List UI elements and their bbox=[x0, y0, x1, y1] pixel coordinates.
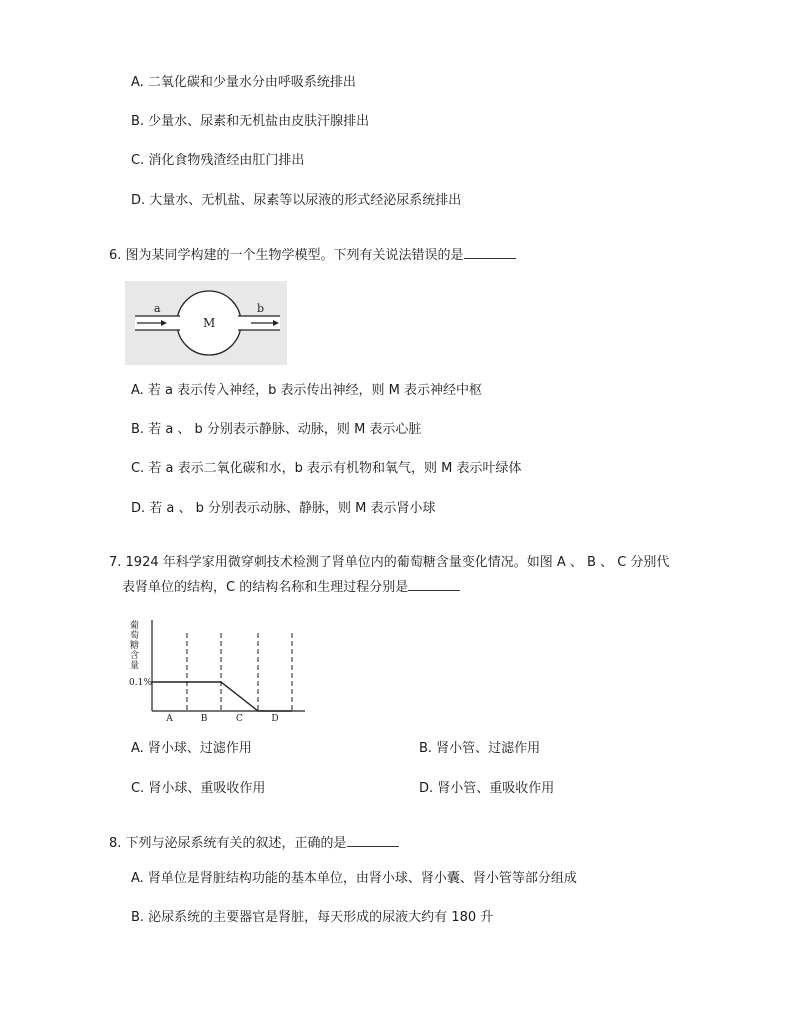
x-tick-c: C bbox=[236, 714, 243, 724]
answer-blank bbox=[347, 834, 399, 847]
q6-option-a: A. 若 a 表示传入神经，b 表示传出神经，则 M 表示神经中枢 bbox=[131, 383, 483, 398]
q6-option-b: B. 若 a 、 b 分别表示静脉、动脉，则 M 表示心脏 bbox=[131, 422, 422, 437]
glucose-series-line bbox=[152, 682, 292, 711]
q6-stem-text: 6. 图为某同学构建的一个生物学模型。下列有关说法错误的是 bbox=[109, 248, 464, 263]
q5-option-b: B. 少量水、尿素和无机盐由皮肤汗腺排出 bbox=[131, 114, 370, 129]
ylabel-char-2: 糖 bbox=[130, 641, 140, 651]
label-m: M bbox=[203, 316, 216, 330]
answer-blank bbox=[408, 578, 460, 591]
x-tick-a: A bbox=[166, 714, 173, 724]
q7-option-d: D. 肾小管、重吸收作用 bbox=[419, 781, 555, 796]
q6-option-d: D. 若 a 、 b 分别表示动脉、静脉，则 M 表示肾小球 bbox=[131, 501, 436, 516]
q8-stem-text: 8. 下列与泌尿系统有关的叙述，正确的是 bbox=[109, 836, 347, 851]
y-axis-label bbox=[130, 619, 139, 671]
q7-stem-line2-text: 表肾单位的结构，C 的结构名称和生理过程分别是 bbox=[122, 580, 409, 595]
label-a: a bbox=[154, 302, 161, 315]
q8-option-a: A. 肾单位是肾脏结构功能的基本单位，由肾小球、肾小囊、肾小管等部分组成 bbox=[131, 871, 577, 886]
q5-option-d: D. 大量水、无机盐、尿素等以尿液的形式经泌尿系统排出 bbox=[131, 193, 462, 208]
ylabel-char-4: 量 bbox=[130, 661, 140, 671]
x-tick-labels bbox=[165, 714, 278, 724]
x-tick-d: D bbox=[271, 714, 279, 724]
q6-stem bbox=[109, 246, 516, 265]
x-tick-b: B bbox=[200, 714, 208, 724]
label-b: b bbox=[257, 302, 265, 315]
q7-stem-line1: 7. 1924 年科学家用微穿刺技术检测了肾单位内的葡萄糖含量变化情况。如图 A 、 B 、 C 分别代 bbox=[109, 555, 670, 570]
y-tick-label: 0.1% bbox=[129, 678, 152, 688]
q5-option-c: C. 消化食物残渣经由肛门排出 bbox=[131, 153, 305, 168]
q6-model-figure bbox=[125, 281, 287, 365]
q7-option-c: C. 肾小球、重吸收作用 bbox=[131, 781, 266, 796]
q5-option-a: A. 二氧化碳和少量水分由呼吸系统排出 bbox=[131, 75, 356, 90]
q7-stem-line2 bbox=[122, 578, 460, 597]
region-dividers bbox=[187, 633, 292, 711]
answer-blank bbox=[464, 246, 516, 259]
q7-glucose-chart bbox=[125, 615, 310, 725]
q7-option-a: A. 肾小球、过滤作用 bbox=[131, 741, 252, 756]
q7-option-b: B. 肾小管、过滤作用 bbox=[419, 741, 541, 756]
q8-stem bbox=[109, 834, 399, 853]
ylabel-char-3: 含 bbox=[130, 651, 140, 661]
q8-option-b: B. 泌尿系统的主要器官是肾脏，每天形成的尿液大约有 180 升 bbox=[131, 910, 494, 925]
ylabel-char-1: 萄 bbox=[130, 631, 140, 641]
q6-option-c: C. 若 a 表示二氧化碳和水，b 表示有机物和氧气，则 M 表示叶绿体 bbox=[131, 461, 522, 476]
glucose-line bbox=[152, 682, 292, 711]
ylabel-char-0: 葡 bbox=[130, 621, 140, 631]
